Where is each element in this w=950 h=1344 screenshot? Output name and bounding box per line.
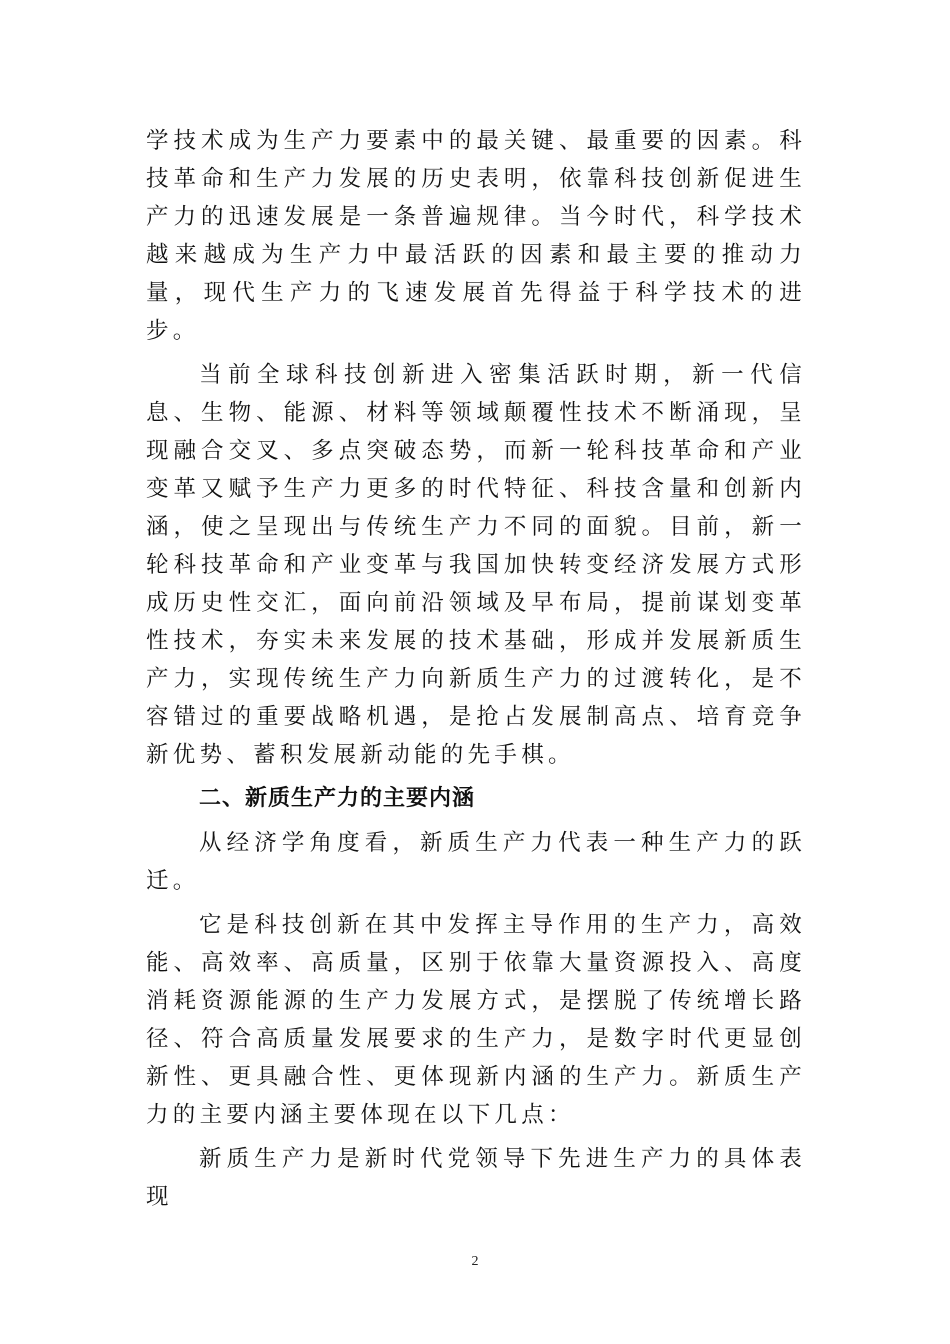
paragraph-economics-view: 从经济学角度看，新质生产力代表一种生产力的跃迁。 xyxy=(146,830,806,894)
paragraph-global-innovation: 当前全球科技创新进入密集活跃时期，新一代信息、生物、能源、材料等领域颠覆性技术不断涌现，呈现融合交叉、多点突破态势，而新一轮科技革命和产业变革又赋予生产力更多的时代特征、科技含量和创新内涵，使之呈现出与传统生产力不同的面貌。目前，新一轮科技革命和产业变革与我国加快转变经济发展方式形成历史性交汇，面向前沿领域及早布局，提前谋划变革性技术，夯实未来发展的技术基础，形成并发展新质生产力，实现传统生产力向新质生产力的过渡转化，是不容错过的重要战略机遇，是抢占发展制高点、培育竞争新优势、蓄积发展新动能的先手棋。 xyxy=(146,362,806,768)
paragraph-science-key-factor: 学技术成为生产力要素中的最关键、最重要的因素。科技革命和生产力发展的历史表明，依靠科技创新促进生产力的迅速发展是一条普遍规律。当今时代，科学技术越来越成为生产力中最活跃的因素和最主要的推动力量，现代生产力的飞速发展首先得益于科学技术的进步。 xyxy=(146,128,806,344)
page-number: 2 xyxy=(471,1254,479,1269)
document-body xyxy=(146,122,806,1222)
paragraph-innovation-led: 它是科技创新在其中发挥主导作用的生产力，高效能、高效率、高质量，区别于依靠大量资源投入、高度消耗资源能源的生产力发展方式，是摆脱了传统增长路径、符合高质量发展要求的生产力，是数字时代更显创新性、更具融合性、更体现新内涵的生产力。新质生产力的主要内涵主要体现在以下几点： xyxy=(146,912,806,1128)
paragraph-new-era: 新质生产力是新时代党领导下先进生产力的具体表现 xyxy=(146,1146,806,1210)
section-heading: 二、新质生产力的主要内涵 xyxy=(199,786,476,811)
